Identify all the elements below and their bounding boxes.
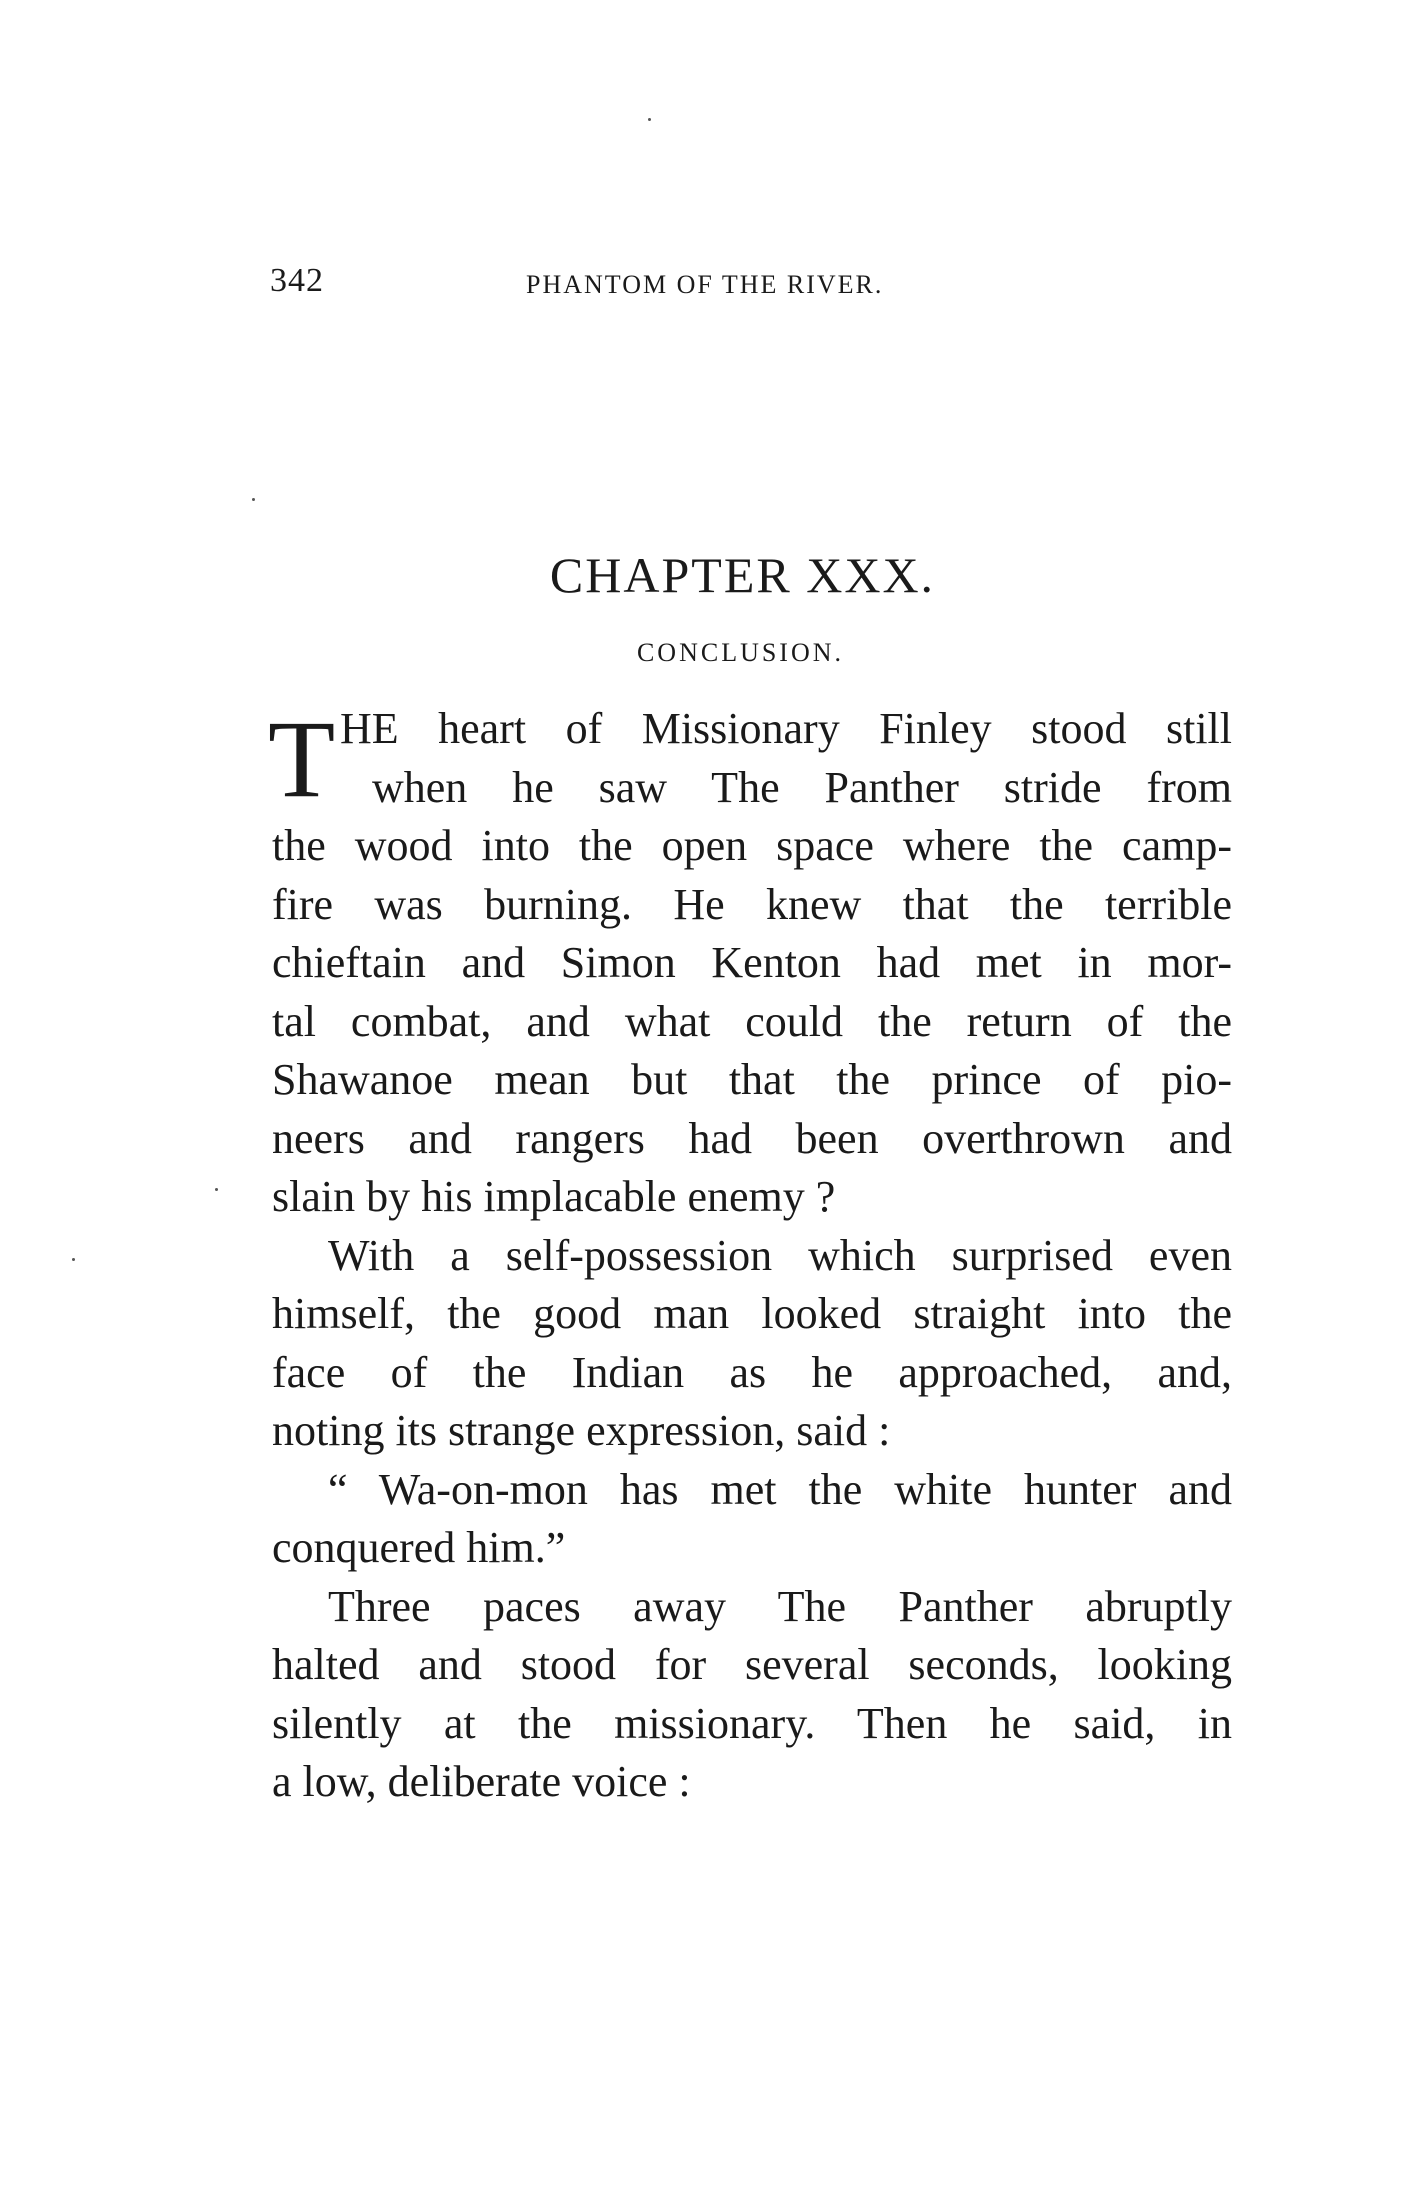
paragraph-4: [272, 1578, 1232, 1812]
text-line: noting its strange expression, said :: [272, 1406, 891, 1455]
text-line: silently at the missionary. Then he said, in: [272, 1698, 1232, 1748]
paragraph-1: [268, 698, 1232, 1227]
text-line: Shawanoe mean but that the prince of pio-: [272, 1055, 1232, 1104]
text-line: slain by his implacable enemy ?: [272, 1172, 836, 1221]
paragraph-3: [272, 1461, 1232, 1578]
chapter-title: CHAPTER XXX.: [549, 547, 936, 603]
page-number: 342: [270, 262, 324, 299]
print-speck: [72, 1258, 75, 1261]
body-text: [268, 698, 1232, 1812]
text-line: himself, the good man looked straight into the: [272, 1289, 1232, 1338]
print-speck: [648, 118, 651, 121]
text-line: a low, deliberate voice :: [272, 1757, 691, 1806]
print-speck: [215, 1188, 218, 1191]
text-line: With a self-possession which surprised even: [328, 1230, 1232, 1280]
text-line: when he saw The Panther stride from: [372, 762, 1232, 812]
text-line: fire was burning. He knew that the terrible: [272, 879, 1232, 929]
text-line: “ Wa-on-mon has met the white hunter and: [328, 1464, 1232, 1514]
text-line: tal combat, and what could the return of the: [272, 996, 1232, 1046]
chapter-subtitle: CONCLUSION.: [636, 638, 845, 667]
print-speck: [252, 498, 255, 501]
paragraph-2: [272, 1227, 1232, 1461]
text-line: face of the Indian as he approached, and,: [272, 1347, 1232, 1397]
text-line: halted and stood for several seconds, looking: [272, 1640, 1232, 1689]
running-head: [270, 262, 1230, 302]
text-line: neers and rangers had been overthrown and: [272, 1113, 1232, 1163]
text-line: conquered him.”: [272, 1523, 566, 1572]
text-line: Three paces away The Panther abruptly: [328, 1581, 1232, 1631]
drop-cap: T: [268, 698, 336, 820]
text-line: chieftain and Simon Kenton had met in mor-: [272, 938, 1232, 987]
running-title: PHANTOM OF THE RIVER.: [526, 270, 884, 299]
text-line: HE heart of Missionary Finley stood still: [340, 704, 1232, 753]
text-line: the wood into the open space where the camp-: [272, 821, 1232, 870]
